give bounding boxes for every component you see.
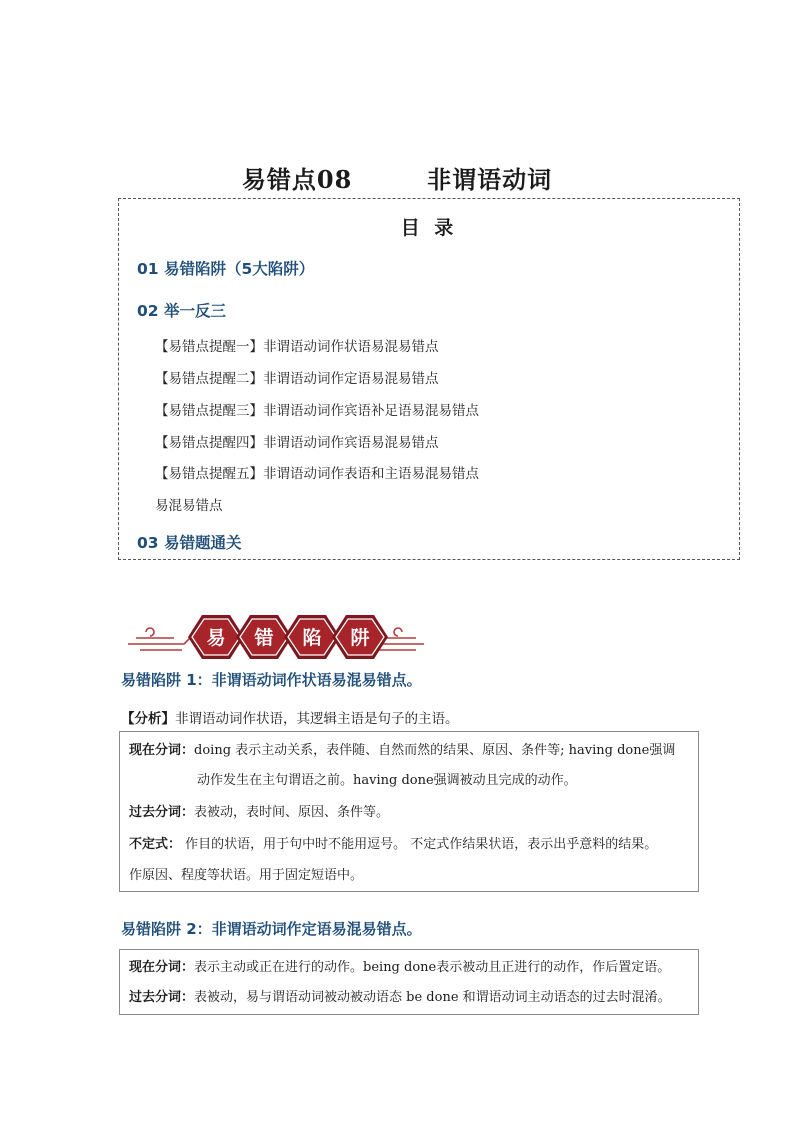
toc-item-6[interactable]: 易混易错点 <box>155 498 223 514</box>
trap1-line-4 <box>129 836 657 854</box>
banner-char-4: 阱 <box>350 627 370 649</box>
toc-item-4[interactable]: 【易错点提醒四】非谓语动词作宾语易混易错点 <box>155 435 439 451</box>
line-label: 不定式： <box>129 837 182 852</box>
trap1-heading: 易错陷阱 1：非谓语动词作状语易混易错点。 <box>121 671 422 689</box>
trap2-line-1 <box>129 959 670 977</box>
trap2-heading: 易错陷阱 2：非谓语动词作定语易混易错点。 <box>121 920 422 938</box>
line-label: 过去分词： <box>129 805 195 820</box>
line-label: 现在分词： <box>129 743 195 758</box>
line-text: 表被动，易与谓语动词被动被动语态 be done 和谓语动词主动语态的过去时混淆。 <box>194 990 671 1005</box>
trap1-line-1 <box>129 742 675 760</box>
analysis-text: 非谓语动词作状语，其逻辑主语是句子的主语。 <box>175 711 459 727</box>
page-title: 易错点08 非谓语动词 <box>241 165 553 194</box>
toc-item-3[interactable]: 【易错点提醒三】非谓语动词作宾语补足语易混易错点 <box>155 403 479 419</box>
toc-section-examples[interactable]: 02 举一反三 <box>137 302 226 320</box>
banner-char-3: 陷 <box>302 627 322 649</box>
trap1-line-3 <box>129 804 389 822</box>
toc-item-1[interactable]: 【易错点提醒一】非谓语动词作状语易混易错点 <box>155 339 439 355</box>
banner-char-2: 错 <box>254 627 274 649</box>
toc-section-traps[interactable]: 01 易错陷阱（5大陷阱） <box>137 260 315 278</box>
trap1-analysis <box>121 707 459 727</box>
line-text: 表被动，表时间、原因、条件等。 <box>194 805 390 820</box>
trap1-line-5 <box>129 867 363 885</box>
line-text: 动作发生在主句谓语之前。having done强调被动且完成的动作。 <box>197 773 577 788</box>
line-label: 现在分词： <box>129 960 195 975</box>
table-of-contents <box>118 198 740 560</box>
banner-char-1: 易 <box>206 627 226 649</box>
line-label: 过去分词： <box>129 990 195 1005</box>
toc-item-2[interactable]: 【易错点提醒二】非谓语动词作定语易混易错点 <box>155 371 439 387</box>
trap2-box <box>119 949 699 1015</box>
toc-section-practice[interactable]: 03 易错题通关 <box>137 534 242 552</box>
banner-left-scroll-icon <box>128 628 192 650</box>
trap2-line-2 <box>129 989 671 1007</box>
line-text: 作目的状语，用于句中时不能用逗号。 不定式作结果状语，表示出乎意料的结果。 <box>181 837 658 852</box>
toc-heading: 目 录 <box>400 217 458 239</box>
trap1-box <box>119 731 699 892</box>
line-text: 表示主动或正在进行的动作。being done表示被动且正进行的动作，作后置定语。 <box>194 960 671 975</box>
line-text: 作原因、程度等状语。用于固定短语中。 <box>129 868 364 883</box>
line-text: doing 表示主动关系，表伴随、自然而然的结果、原因、条件等; having done强调 <box>194 743 676 758</box>
toc-item-5[interactable]: 【易错点提醒五】非谓语动词作表语和主语易混易错点 <box>155 466 479 482</box>
section-banner <box>126 612 426 662</box>
analysis-label: 【分析】 <box>121 711 175 727</box>
trap1-line-2 <box>197 772 577 790</box>
